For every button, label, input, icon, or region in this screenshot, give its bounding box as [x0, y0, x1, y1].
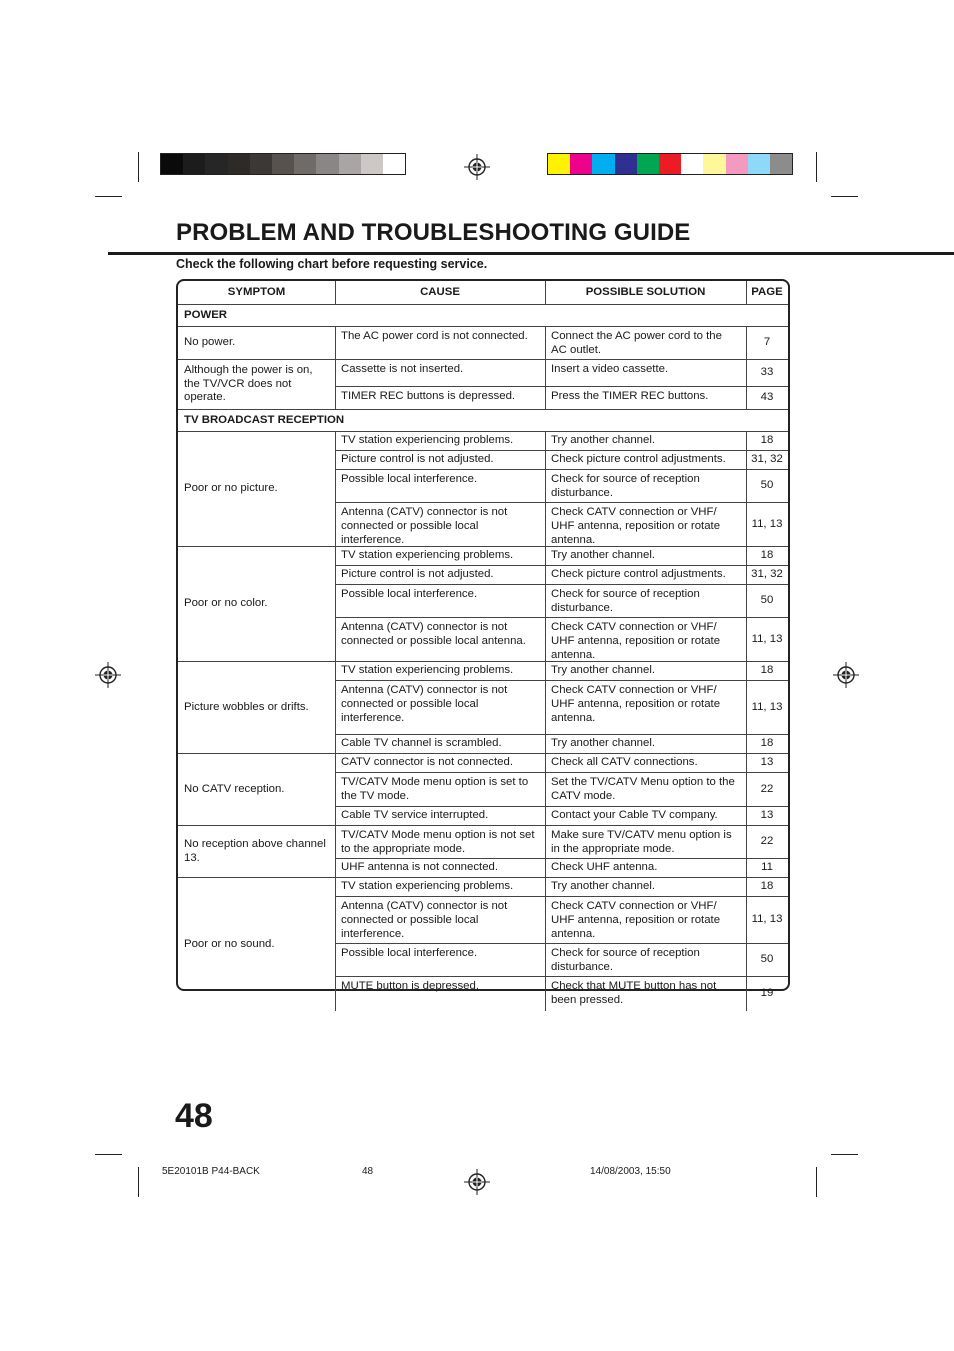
footer-right: 14/08/2003, 15:50: [590, 1166, 671, 1177]
header-cause: CAUSE: [420, 285, 460, 298]
symptom-cell: Although the power is on, the TV/VCR does not operate.: [184, 363, 313, 404]
registration-mark-icon: [95, 662, 121, 688]
swatch: [272, 154, 294, 174]
solution-cell: Check UHF antenna.: [551, 861, 658, 874]
footer-center: 48: [362, 1166, 374, 1177]
solution-cell: Check CATV connection or VHF/ UHF antenna, reposition or rotate antenna.: [551, 506, 721, 546]
solution-cell: Contact your Cable TV company.: [551, 809, 718, 822]
swatch: [250, 154, 272, 174]
swatch: [548, 154, 570, 174]
page-ref-cell: 7: [763, 336, 771, 349]
page-ref-cell: 11, 13: [751, 632, 783, 645]
crop-mark: [95, 196, 122, 197]
swatch: [726, 154, 748, 174]
solution-cell: Check CATV connection or VHF/ UHF antenna, reposition or rotate antenna.: [551, 900, 721, 940]
cause-cell: Picture control is not adjusted.: [341, 453, 494, 466]
cause-cell: Cable TV service interrupted.: [341, 809, 489, 822]
grid-line: [335, 281, 336, 304]
swatch: [659, 154, 681, 174]
color-calibration-bar: [547, 153, 793, 175]
solution-cell: Press the TIMER REC buttons.: [551, 390, 709, 402]
cause-cell: TIMER REC buttons is depressed.: [341, 390, 516, 402]
solution-cell: Check for source of reception disturbance.: [551, 473, 700, 499]
swatch: [205, 154, 227, 174]
swatch: [681, 154, 703, 174]
grid-line: [746, 281, 747, 304]
page-ref-cell: 13: [760, 809, 774, 822]
crop-mark: [816, 152, 817, 182]
swatch: [161, 154, 183, 174]
crop-mark: [831, 196, 858, 197]
title-rule: [108, 252, 954, 255]
solution-cell: Try another channel.: [551, 549, 656, 562]
swatch: [570, 154, 592, 174]
symptom-cell: Poor or no color.: [184, 597, 268, 610]
registration-mark-icon: [464, 154, 490, 180]
cause-cell: Cable TV channel is scrambled.: [341, 737, 502, 750]
swatch: [361, 154, 383, 174]
cause-cell: TV/CATV Mode menu option is not set to the appropriate mode.: [341, 829, 535, 855]
swatch: [770, 154, 792, 174]
cause-cell: Cassette is not inserted.: [341, 363, 464, 375]
solution-cell: Try another channel.: [551, 434, 656, 447]
cause-cell: TV/CATV Mode menu option is set to the TV mode.: [341, 776, 529, 802]
cause-cell: TV station experiencing problems.: [341, 880, 514, 893]
solution-cell: Check all CATV connections.: [551, 756, 698, 769]
cause-cell: Possible local interference.: [341, 947, 478, 959]
page-ref-cell: 33: [760, 366, 774, 379]
header-symptom: SYMPTOM: [227, 285, 286, 298]
swatch: [383, 154, 405, 174]
swatch: [183, 154, 205, 174]
symptom-cell: No CATV reception.: [184, 782, 285, 795]
grid-line: [545, 281, 546, 304]
cause-cell: TV station experiencing problems.: [341, 434, 514, 447]
page-ref-cell: 18: [760, 549, 774, 562]
swatch: [592, 154, 614, 174]
cause-cell: Possible local interference.: [341, 473, 478, 485]
grayscale-calibration-bar: [160, 153, 406, 175]
solution-cell: Check for source of reception disturbance.: [551, 588, 700, 614]
solution-cell: Try another channel.: [551, 664, 656, 677]
header-page: PAGE: [751, 285, 783, 298]
solution-cell: Try another channel.: [551, 880, 656, 893]
cause-cell: Antenna (CATV) connector is not connected or possible local interference.: [341, 684, 508, 724]
registration-mark-icon: [464, 1169, 490, 1195]
page-ref-cell: 18: [760, 434, 774, 447]
solution-cell: Check that MUTE button has not been pressed.: [551, 980, 717, 1006]
symptom-cell: Poor or no sound.: [184, 937, 275, 950]
page-ref-cell: 11: [761, 861, 773, 874]
page-ref-cell: 18: [760, 664, 774, 677]
swatch: [316, 154, 338, 174]
solution-cell: Connect the AC power cord to the AC outlet.: [551, 330, 722, 356]
page-ref-cell: 18: [760, 880, 774, 893]
solution-cell: Check picture control adjustments.: [551, 453, 726, 466]
page-ref-cell: 43: [760, 391, 774, 404]
page-ref-cell: 13: [760, 756, 774, 769]
footer-left: 5E20101B P44-BACK: [162, 1166, 260, 1177]
page-number: 48: [175, 1097, 213, 1135]
symptom-cell: Poor or no picture.: [184, 482, 278, 495]
cause-cell: Picture control is not adjusted.: [341, 568, 494, 581]
page-subtitle: Check the following chart before requesting service.: [176, 257, 488, 271]
solution-cell: Check CATV connection or VHF/ UHF antenna, reposition or rotate antenna.: [551, 684, 721, 724]
section-title: TV BROADCAST RECEPTION: [184, 413, 345, 426]
swatch: [615, 154, 637, 174]
registration-mark-icon: [833, 662, 859, 688]
swatch: [748, 154, 770, 174]
page-ref-cell: 50: [760, 479, 774, 492]
solution-cell: Check picture control adjustments.: [551, 568, 726, 581]
crop-mark: [831, 1154, 858, 1155]
troubleshooting-table: [176, 279, 790, 1006]
cause-cell: TV station experiencing problems.: [341, 664, 514, 677]
page-title: PROBLEM AND TROUBLESHOOTING GUIDE: [176, 219, 691, 246]
swatch: [703, 154, 725, 174]
crop-mark: [138, 152, 139, 182]
page-ref-cell: 11, 13: [751, 700, 783, 713]
header-solution: POSSIBLE SOLUTION: [585, 285, 706, 298]
page-ref-cell: 18: [760, 737, 774, 750]
solution-cell: Check for source of reception disturbance.: [551, 947, 700, 973]
page-ref-cell: 11, 13: [751, 913, 783, 926]
crop-mark: [816, 1167, 817, 1197]
page-ref-cell: 22: [760, 835, 774, 848]
solution-cell: Set the TV/CATV Menu option to the CATV mode.: [551, 776, 735, 802]
cause-cell: Antenna (CATV) connector is not connected or possible local interference.: [341, 900, 508, 940]
swatch: [294, 154, 316, 174]
section-title: POWER: [184, 308, 228, 321]
symptom-cell: No power.: [184, 336, 236, 349]
page-ref-cell: 31, 32: [751, 568, 783, 581]
cause-cell: UHF antenna is not connected.: [341, 861, 499, 874]
swatch: [339, 154, 361, 174]
solution-cell: Insert a video cassette.: [551, 363, 669, 375]
solution-cell: Check CATV connection or VHF/ UHF antenna, reposition or rotate antenna.: [551, 621, 721, 661]
solution-cell: Try another channel.: [551, 737, 656, 750]
symptom-cell: Picture wobbles or drifts.: [184, 700, 309, 713]
page-ref-cell: 22: [760, 782, 774, 795]
cause-cell: Antenna (CATV) connector is not connected or possible local antenna.: [341, 621, 526, 647]
page-ref-cell: 50: [760, 594, 774, 607]
solution-cell: Make sure TV/CATV menu option is in the appropriate mode.: [551, 829, 732, 855]
page-ref-cell: 11, 13: [751, 517, 783, 530]
page-ref-cell: 19: [760, 987, 774, 1000]
cause-cell: Possible local interference.: [341, 588, 478, 600]
symptom-cell: No reception above channel 13.: [184, 837, 326, 864]
crop-mark: [95, 1154, 122, 1155]
cause-cell: Antenna (CATV) connector is not connected or possible local interference.: [341, 506, 508, 546]
swatch: [228, 154, 250, 174]
crop-mark: [138, 1167, 139, 1197]
swatch: [637, 154, 659, 174]
page-ref-cell: 31, 32: [751, 453, 783, 466]
cause-cell: CATV connector is not connected.: [341, 756, 514, 769]
page-ref-cell: 50: [760, 953, 774, 966]
cause-cell: MUTE button is depressed.: [341, 980, 480, 992]
cause-cell: The AC power cord is not connected.: [341, 330, 528, 342]
cause-cell: TV station experiencing problems.: [341, 549, 514, 562]
